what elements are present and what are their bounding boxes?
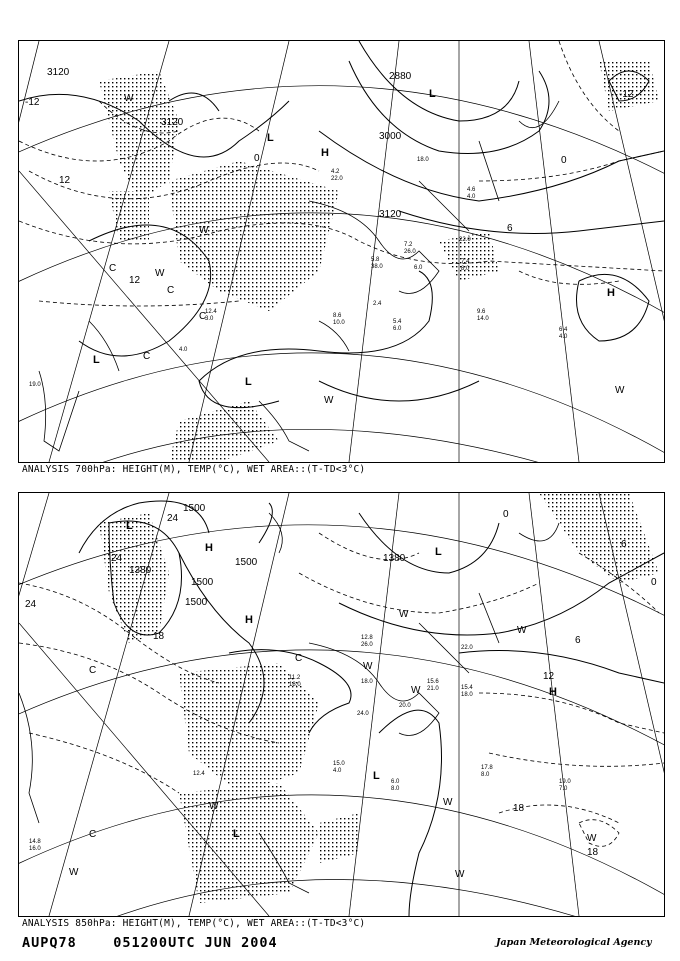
center-symbol: W	[209, 801, 219, 812]
height-label: 1500	[191, 577, 214, 588]
height-label: 3120	[47, 67, 70, 78]
station-value: 19.0	[559, 779, 571, 785]
temp-label: 12	[129, 275, 141, 286]
center-symbol: H	[205, 542, 213, 554]
height-label: 3120	[161, 117, 184, 128]
center-symbol: C	[109, 263, 117, 274]
center-symbol: C	[89, 829, 97, 840]
station-value: 6.4	[559, 327, 568, 333]
temp-label: 0	[503, 509, 509, 520]
center-symbol: W	[69, 867, 79, 878]
temp-label: 0	[561, 155, 567, 166]
station-value: 6.0	[414, 265, 423, 271]
temp-label: -12	[619, 89, 634, 100]
station-value: 5.8	[371, 257, 380, 263]
station-value: 26.0	[361, 642, 373, 648]
center-symbol: C	[89, 665, 97, 676]
temp-label: -12	[25, 97, 40, 108]
map-panel-700hpa	[18, 40, 665, 463]
station-value: 8.0	[461, 266, 470, 272]
center-symbol: W	[199, 225, 209, 236]
center-symbol: W	[615, 385, 625, 396]
station-value: 18.0	[289, 682, 301, 688]
station-value: 16.0	[29, 846, 41, 852]
agency-name: Japan Meteorological Agency	[496, 937, 652, 948]
station-value: 14.0	[477, 316, 489, 322]
station-value: 15.0	[333, 761, 345, 767]
station-value: 18.0	[417, 157, 429, 163]
center-symbol: W	[587, 833, 597, 844]
station-value: 4.0	[333, 768, 342, 774]
station-value: 4.6	[467, 187, 476, 193]
height-label: 3120	[379, 209, 402, 220]
station-value: 19.0	[29, 382, 41, 388]
station-value: 7.4	[461, 259, 470, 265]
center-symbol: L	[245, 376, 252, 388]
temp-label: 12	[543, 671, 555, 682]
map-panel-850hpa	[18, 492, 665, 917]
station-value: 7.0	[559, 786, 568, 792]
station-value: 7.2	[404, 242, 413, 248]
station-value: 6.0	[393, 326, 402, 332]
caption-700hpa: ANALYSIS 700hPa: HEIGHT(M), TEMP(°C), WET AREA::(T-TD<3°C)	[22, 464, 366, 475]
station-value: 12.4	[205, 309, 217, 315]
center-symbol: C	[295, 653, 303, 664]
station-value: 8.0	[481, 772, 490, 778]
product-code: AUPQ78	[22, 935, 77, 951]
height-label: 1500	[183, 503, 206, 514]
temp-label: 24	[25, 599, 37, 610]
wet-area	[99, 493, 659, 903]
temp-label: 0	[651, 577, 657, 588]
station-value: 4.0	[179, 347, 188, 353]
product-time: 051200UTC JUN 2004	[113, 935, 278, 951]
center-symbol: W	[517, 625, 527, 636]
center-symbol: L	[267, 132, 274, 144]
center-symbol: L	[429, 88, 436, 100]
station-value: 15.4	[461, 685, 473, 691]
center-symbol: C	[143, 351, 151, 362]
center-symbol: W	[443, 797, 453, 808]
station-value: 4.0	[559, 334, 568, 340]
center-symbol: L	[126, 520, 133, 532]
center-symbol: W	[399, 609, 409, 620]
station-value: 14.8	[29, 839, 41, 845]
station-value: 5.4	[393, 319, 402, 325]
station-value: 15.6	[427, 679, 439, 685]
temp-label: 6	[575, 635, 581, 646]
temp-label: 0	[254, 153, 260, 164]
caption-850hpa: ANALYSIS 850hPa: HEIGHT(M), TEMP(°C), WET AREA::(T-TD<3°C)	[22, 918, 366, 929]
temp-label: 6	[507, 223, 513, 234]
station-value: 8.0	[391, 786, 400, 792]
center-symbol: L	[435, 546, 442, 558]
station-value: 24.0	[357, 711, 369, 717]
center-symbol: H	[245, 614, 253, 626]
station-value: 11.2	[289, 675, 301, 681]
center-symbol: L	[373, 770, 380, 782]
temp-label: 18	[587, 847, 599, 858]
center-symbol: L	[93, 354, 100, 366]
station-value: 8.6	[333, 313, 342, 319]
center-symbol: C	[199, 311, 207, 322]
temp-label: 24	[167, 513, 179, 524]
height-label: 2880	[389, 71, 412, 82]
center-symbol: W	[124, 93, 134, 104]
temp-label: 12	[59, 175, 71, 186]
station-value: 22.0	[461, 645, 473, 651]
station-value: 26.0	[404, 249, 416, 255]
station-value: 6.0	[391, 779, 400, 785]
center-symbol: W	[411, 685, 421, 696]
temp-label: 18	[153, 631, 165, 642]
station-value: 38.0	[371, 264, 383, 270]
temp-label: 24	[111, 553, 123, 564]
station-value: 22.0	[459, 237, 471, 243]
station-value: 20.0	[399, 703, 411, 709]
station-value: 21.0	[427, 686, 439, 692]
station-value: 12.4	[193, 771, 205, 777]
center-symbol: H	[549, 686, 557, 698]
temp-label: 18	[513, 803, 525, 814]
station-value: 18.0	[461, 692, 473, 698]
product-header	[22, 935, 278, 951]
station-value: 4.2	[331, 169, 340, 175]
station-value: 18.0	[361, 679, 373, 685]
height-label: 1500	[235, 557, 258, 568]
center-symbol: W	[155, 268, 165, 279]
station-value: 4.0	[467, 194, 476, 200]
map-850hpa-canvas	[19, 493, 664, 916]
height-label: 1380	[383, 553, 406, 564]
center-symbol: H	[607, 287, 615, 299]
station-value: 12.8	[361, 635, 373, 641]
center-symbol: W	[363, 661, 373, 672]
station-value: 9.6	[477, 309, 486, 315]
height-label: 1500	[185, 597, 208, 608]
center-symbol: W	[324, 395, 334, 406]
height-label: 1380	[129, 565, 152, 576]
station-value: 3.0	[205, 316, 214, 322]
height-label: 3000	[379, 131, 402, 142]
center-symbol: H	[321, 147, 329, 159]
station-value: 17.8	[481, 765, 493, 771]
center-symbol: C	[167, 285, 175, 296]
map-700hpa-canvas	[19, 41, 664, 462]
center-symbol: W	[455, 869, 465, 880]
height-contours	[79, 501, 664, 916]
station-value: 10.0	[333, 320, 345, 326]
temp-label: 6	[621, 539, 627, 550]
center-symbol: L	[233, 828, 240, 840]
station-value: 2.4	[373, 301, 382, 307]
station-value: 22.0	[331, 176, 343, 182]
